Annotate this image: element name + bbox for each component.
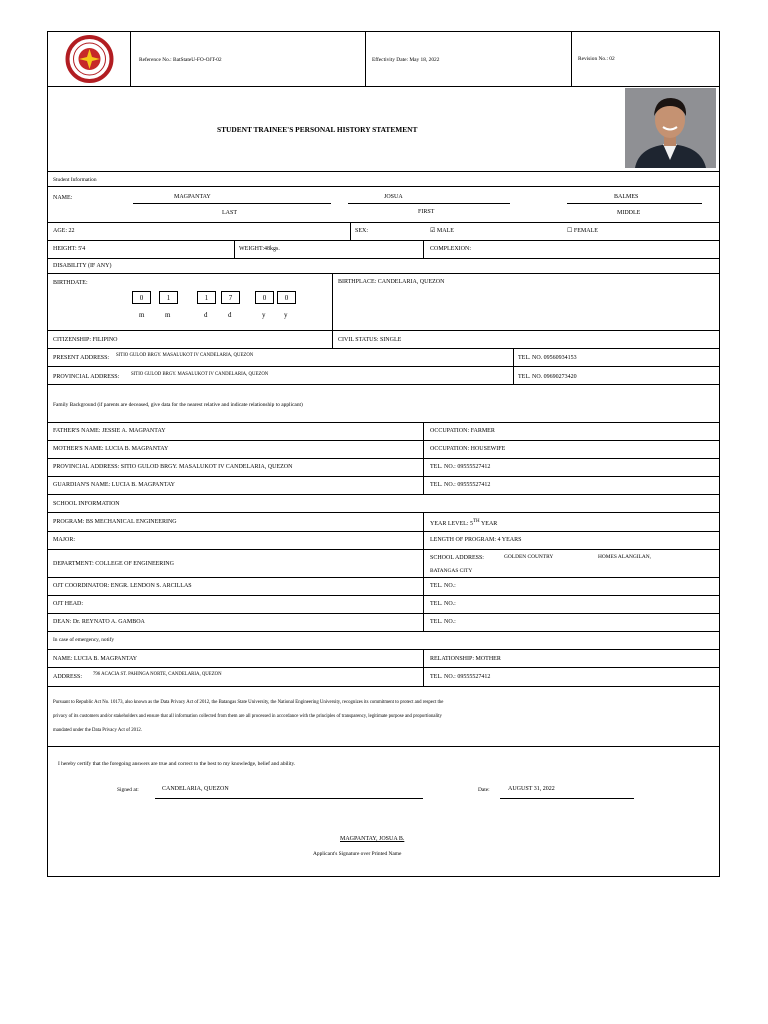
divider	[47, 577, 720, 578]
program: PROGRAM: BS MECHANICAL ENGINEERING	[53, 519, 177, 525]
birth-caption: y	[262, 311, 266, 319]
divider	[47, 258, 720, 259]
divider	[47, 667, 720, 668]
birth-caption: d	[204, 311, 208, 319]
complexion: COMPLEXION:	[430, 246, 472, 252]
last-caption: LAST	[222, 210, 237, 216]
divider	[571, 31, 572, 86]
school-address-part3: BATANGAS CITY	[430, 568, 473, 574]
birthdate-label: BIRTHDATE:	[53, 280, 88, 286]
divider	[350, 222, 351, 240]
divider	[47, 422, 720, 423]
divider	[47, 222, 720, 223]
weight: WEIGHT:48kgs.	[239, 246, 280, 252]
university-logo	[56, 35, 123, 83]
birthplace: BIRTHPLACE: CANDELARIA, QUEZON	[338, 279, 445, 285]
age: AGE: 22	[53, 228, 75, 234]
birth-caption: d	[228, 311, 232, 319]
sex-label: SEX:	[355, 228, 369, 234]
birth-caption: y	[284, 311, 288, 319]
signature-caption: Applicant's Signature over Printed Name	[313, 851, 402, 857]
ojt-coordinator-tel: TEL. NO.:	[430, 583, 456, 589]
divider	[47, 613, 720, 614]
underline	[500, 798, 634, 799]
privacy-line-1: Pursuant to Republic Act No. 10173, also known as the Data Privacy Act of 2012, the Batangas State University, the National Engineering University, recognizes its commitment to protect and respect the	[53, 700, 444, 705]
father-name: FATHER'S NAME: JESSIE A. MAGPANTAY	[53, 428, 166, 434]
divider	[47, 649, 720, 650]
emergency-relationship: RELATIONSHIP: MOTHER	[430, 656, 501, 662]
divider	[47, 273, 720, 274]
birth-digit[interactable]: 7	[221, 291, 240, 304]
signed-at-value[interactable]: CANDELARIA, QUEZON	[162, 786, 229, 792]
effectivity-date: Effectivity Date: May 18, 2022	[372, 57, 440, 63]
dean: DEAN: Dr. REYNATO A. GAMBOA	[53, 619, 145, 625]
divider	[234, 240, 235, 258]
last-name[interactable]: MAGPANTAY	[174, 194, 211, 200]
major: MAJOR:	[53, 537, 76, 543]
family-provincial-tel: TEL. NO.: 09555527412	[430, 464, 491, 470]
provincial-address: SITIO GULOD BRGY. MASALUKOT IV CANDELARIA, QUEZON	[131, 372, 269, 377]
divider	[47, 348, 720, 349]
emergency-address: 796 ACACIA ST. PAHINGA NORTE, CANDELARIA, QUEZON	[93, 672, 222, 677]
guardian-tel: TEL. NO.: 09555527412	[430, 482, 491, 488]
mother-name: MOTHER'S NAME: LUCIA B. MAGPANTAY	[53, 446, 169, 452]
divider	[47, 631, 720, 632]
privacy-line-3: mandated under the Data Privacy Act of 2012.	[53, 728, 142, 733]
divider	[47, 494, 720, 495]
present-tel: TEL. NO. 09560934153	[518, 355, 577, 361]
ojt-coordinator: OJT COORDINATOR: ENGR. LENDON S. ARCILLAS	[53, 583, 192, 589]
privacy-line-2: privacy of its customers and/or stakeholders and ensure that all information collected from them are all processed in accordance with the principles of transparency, legitimate purpose and proportionality	[53, 714, 442, 719]
student-info-heading: Student Information	[53, 177, 97, 183]
present-address: SITIO GULOD BRGY. MASALUKOT IV CANDELARIA, QUEZON	[116, 353, 254, 358]
divider	[47, 476, 720, 477]
divider	[47, 686, 720, 687]
birth-digit[interactable]: 0	[132, 291, 151, 304]
underline	[133, 203, 331, 204]
emergency-note: In case of emergency, notify	[53, 637, 115, 643]
dean-tel: TEL. NO.:	[430, 619, 456, 625]
school-address-part1: GOLDEN COUNTRY	[504, 554, 554, 560]
divider	[332, 273, 333, 348]
school-address-label: SCHOOL ADDRESS:	[430, 555, 484, 561]
male-checkbox[interactable]: ☑ MALE	[430, 228, 454, 234]
underline	[567, 203, 702, 204]
name-label: NAME:	[53, 195, 73, 201]
signed-at-label: Signed at:	[117, 787, 139, 793]
guardian-name: GUARDIAN'S NAME: LUCIA B. MAGPANTAY	[53, 482, 176, 488]
year-word: YEAR	[480, 521, 498, 527]
school-info-heading: SCHOOL INFORMATION	[53, 501, 120, 507]
emergency-address-label: ADDRESS:	[53, 674, 83, 680]
divider	[47, 384, 720, 385]
emergency-tel: TEL. NO.: 09555527412	[430, 674, 491, 680]
divider	[47, 330, 720, 331]
divider	[47, 458, 720, 459]
ojt-head-tel: TEL. NO.:	[430, 601, 456, 607]
certification-statement: I hereby certify that the foregoing answers are true and correct to the best to my knowledge, belief and ability.	[58, 761, 296, 767]
birth-caption: m	[139, 311, 145, 319]
year-level-label: YEAR LEVEL: 5	[430, 521, 473, 527]
provincial-tel: TEL. NO. 09690273420	[518, 374, 577, 380]
divider	[47, 171, 720, 172]
year-level-suffix: TH	[473, 519, 480, 524]
family-provincial-address: PROVINCIAL ADDRESS: SITIO GULOD BRGY. MASALUKOT IV CANDELARIA, QUEZON	[53, 464, 293, 470]
divider	[47, 595, 720, 596]
birth-digit[interactable]: 1	[197, 291, 216, 304]
divider	[130, 31, 131, 86]
first-caption: FIRST	[418, 209, 435, 215]
divider	[47, 531, 720, 532]
father-occupation: OCCUPATION: FARMER	[430, 428, 495, 434]
applicant-photo	[625, 88, 716, 168]
revision-number: Revision No.: 02	[578, 56, 615, 62]
mother-occupation: OCCUPATION: HOUSEWIFE	[430, 446, 506, 452]
department: DEPARTMENT: COLLEGE OF ENGINEERING	[53, 561, 174, 567]
present-address-label: PRESENT ADDRESS:	[53, 355, 110, 361]
birth-digit[interactable]: 1	[159, 291, 178, 304]
citizenship: CITIZENSHIP: FILIPINO	[53, 337, 118, 343]
divider	[47, 549, 720, 550]
divider	[423, 240, 424, 258]
underline	[155, 798, 423, 799]
female-checkbox[interactable]: ☐ FEMALE	[567, 228, 598, 234]
divider	[47, 746, 720, 747]
birth-digit[interactable]: 0	[277, 291, 296, 304]
signature-name: MAGPANTAY, JOSUA B.	[340, 836, 405, 842]
divider	[47, 440, 720, 441]
ojt-head: OJT HEAD:	[53, 601, 84, 607]
divider	[47, 86, 720, 87]
year-level	[430, 519, 497, 527]
birth-caption: m	[165, 311, 171, 319]
emergency-name: NAME: LUCIA B. MAGPANTAY	[53, 656, 138, 662]
divider	[47, 186, 720, 187]
first-name[interactable]: JOSUA	[384, 194, 403, 200]
program-length: LENGTH OF PROGRAM: 4 YEARS	[430, 537, 522, 543]
form-title: STUDENT TRAINEE'S PERSONAL HISTORY STATEMENT	[217, 125, 418, 134]
middle-caption: MIDDLE	[617, 210, 641, 216]
divider	[47, 366, 720, 367]
disability: DISABILITY (IF ANY)	[53, 263, 112, 269]
civil-status: CIVIL STATUS: SINGLE	[338, 337, 402, 343]
birth-digit[interactable]: 0	[255, 291, 274, 304]
divider	[47, 512, 720, 513]
reference-number: Reference No.: BatStateU-FO-OJT-02	[139, 57, 222, 63]
date-value[interactable]: AUGUST 31, 2022	[508, 786, 555, 792]
divider	[365, 31, 366, 86]
date-label: Date:	[478, 787, 490, 793]
school-address-part2: HOMES ALANGILAN,	[598, 554, 652, 560]
height: HEIGHT: 5'4	[53, 246, 86, 252]
family-note: Family Background (if parents are deceased, give data for the nearest relative and indicate relationship to applicant)	[53, 402, 303, 408]
divider	[47, 240, 720, 241]
provincial-address-label: PROVINCIAL ADDRESS:	[53, 374, 120, 380]
middle-name[interactable]: BALMES	[614, 194, 639, 200]
underline	[348, 203, 510, 204]
form-frame	[47, 31, 720, 877]
